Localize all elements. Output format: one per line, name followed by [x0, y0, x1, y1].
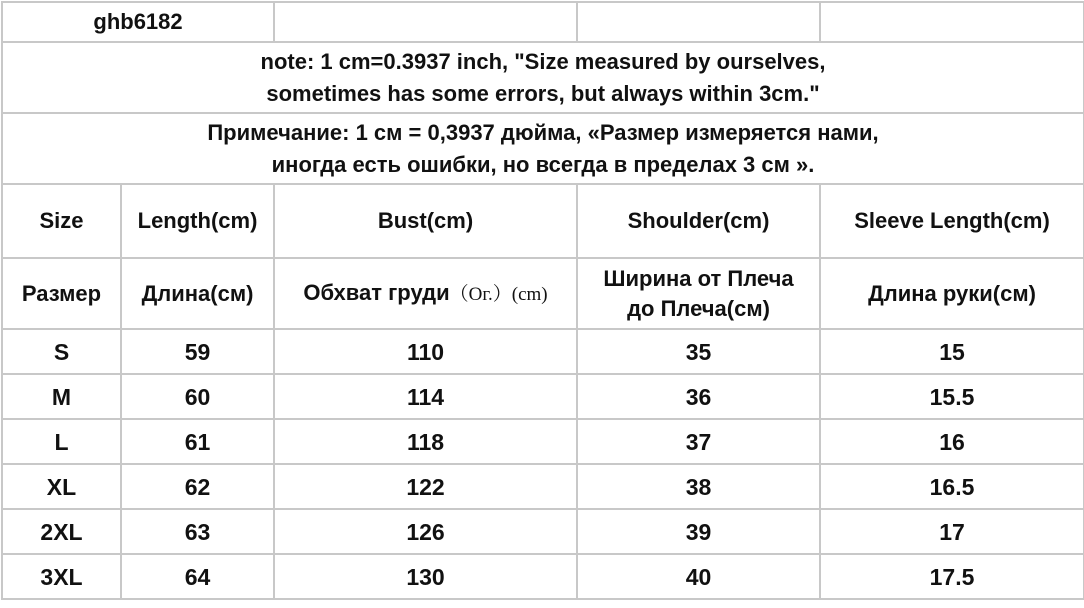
header-ru-size: Размер — [2, 258, 121, 329]
header-ru-bust-suffix: （Ог.）(cm) — [449, 283, 548, 305]
header-bust: Bust(cm) — [274, 184, 577, 258]
cell-shoulder: 38 — [577, 464, 820, 509]
empty-cell — [577, 2, 820, 42]
empty-cell — [274, 2, 577, 42]
cell-bust: 130 — [274, 554, 577, 599]
header-ru-length: Длина(см) — [121, 258, 274, 329]
cell-size: S — [2, 329, 121, 374]
header-ru-bust — [274, 258, 577, 329]
cell-bust: 122 — [274, 464, 577, 509]
cell-size: L — [2, 419, 121, 464]
cell-sleeve: 17.5 — [820, 554, 1084, 599]
header-length: Length(cm) — [121, 184, 274, 258]
note-en-row — [2, 42, 1084, 113]
note-ru-line2: иногда есть ошибки, но всегда в пределах 3 см ». — [271, 151, 815, 177]
cell-length: 64 — [121, 554, 274, 599]
cell-shoulder: 40 — [577, 554, 820, 599]
product-code: ghb6182 — [2, 2, 274, 42]
cell-size: 3XL — [2, 554, 121, 599]
header-ru-bust-main: Обхват груди — [303, 279, 450, 305]
note-ru-line1: Примечание: 1 см = 0,3937 дюйма, «Размер измеряется нами, — [207, 119, 879, 145]
size-chart-table — [1, 1, 1084, 600]
note-en — [2, 42, 1084, 113]
header-ru-shoulder-line1: Ширина от Плеча — [603, 265, 794, 291]
table-row — [2, 509, 1084, 554]
table-row — [2, 554, 1084, 599]
cell-length: 63 — [121, 509, 274, 554]
cell-length: 60 — [121, 374, 274, 419]
header-row-ru — [2, 258, 1084, 329]
note-ru-row — [2, 113, 1084, 184]
cell-bust: 110 — [274, 329, 577, 374]
cell-bust: 118 — [274, 419, 577, 464]
cell-shoulder: 35 — [577, 329, 820, 374]
cell-sleeve: 16 — [820, 419, 1084, 464]
cell-size: 2XL — [2, 509, 121, 554]
cell-bust: 126 — [274, 509, 577, 554]
empty-cell — [820, 2, 1084, 42]
cell-sleeve: 15 — [820, 329, 1084, 374]
header-ru-sleeve: Длина руки(см) — [820, 258, 1084, 329]
header-sleeve: Sleeve Length(cm) — [820, 184, 1084, 258]
header-ru-shoulder-line2: до Плеча(см) — [627, 295, 770, 321]
table-row — [2, 374, 1084, 419]
cell-length: 62 — [121, 464, 274, 509]
header-row-en — [2, 184, 1084, 258]
cell-length: 59 — [121, 329, 274, 374]
cell-shoulder: 39 — [577, 509, 820, 554]
note-ru — [2, 113, 1084, 184]
header-shoulder: Shoulder(cm) — [577, 184, 820, 258]
product-code-row — [2, 2, 1084, 42]
cell-size: XL — [2, 464, 121, 509]
table-row — [2, 464, 1084, 509]
header-ru-shoulder — [577, 258, 820, 329]
cell-length: 61 — [121, 419, 274, 464]
cell-sleeve: 15.5 — [820, 374, 1084, 419]
header-size: Size — [2, 184, 121, 258]
cell-sleeve: 16.5 — [820, 464, 1084, 509]
note-en-line1: note: 1 cm=0.3937 inch, "Size measured by ourselves, — [260, 48, 826, 74]
cell-shoulder: 37 — [577, 419, 820, 464]
table-row — [2, 419, 1084, 464]
note-en-line2: sometimes has some errors, but always within 3cm." — [266, 80, 820, 106]
cell-size: M — [2, 374, 121, 419]
table-row — [2, 329, 1084, 374]
cell-bust: 114 — [274, 374, 577, 419]
cell-shoulder: 36 — [577, 374, 820, 419]
cell-sleeve: 17 — [820, 509, 1084, 554]
